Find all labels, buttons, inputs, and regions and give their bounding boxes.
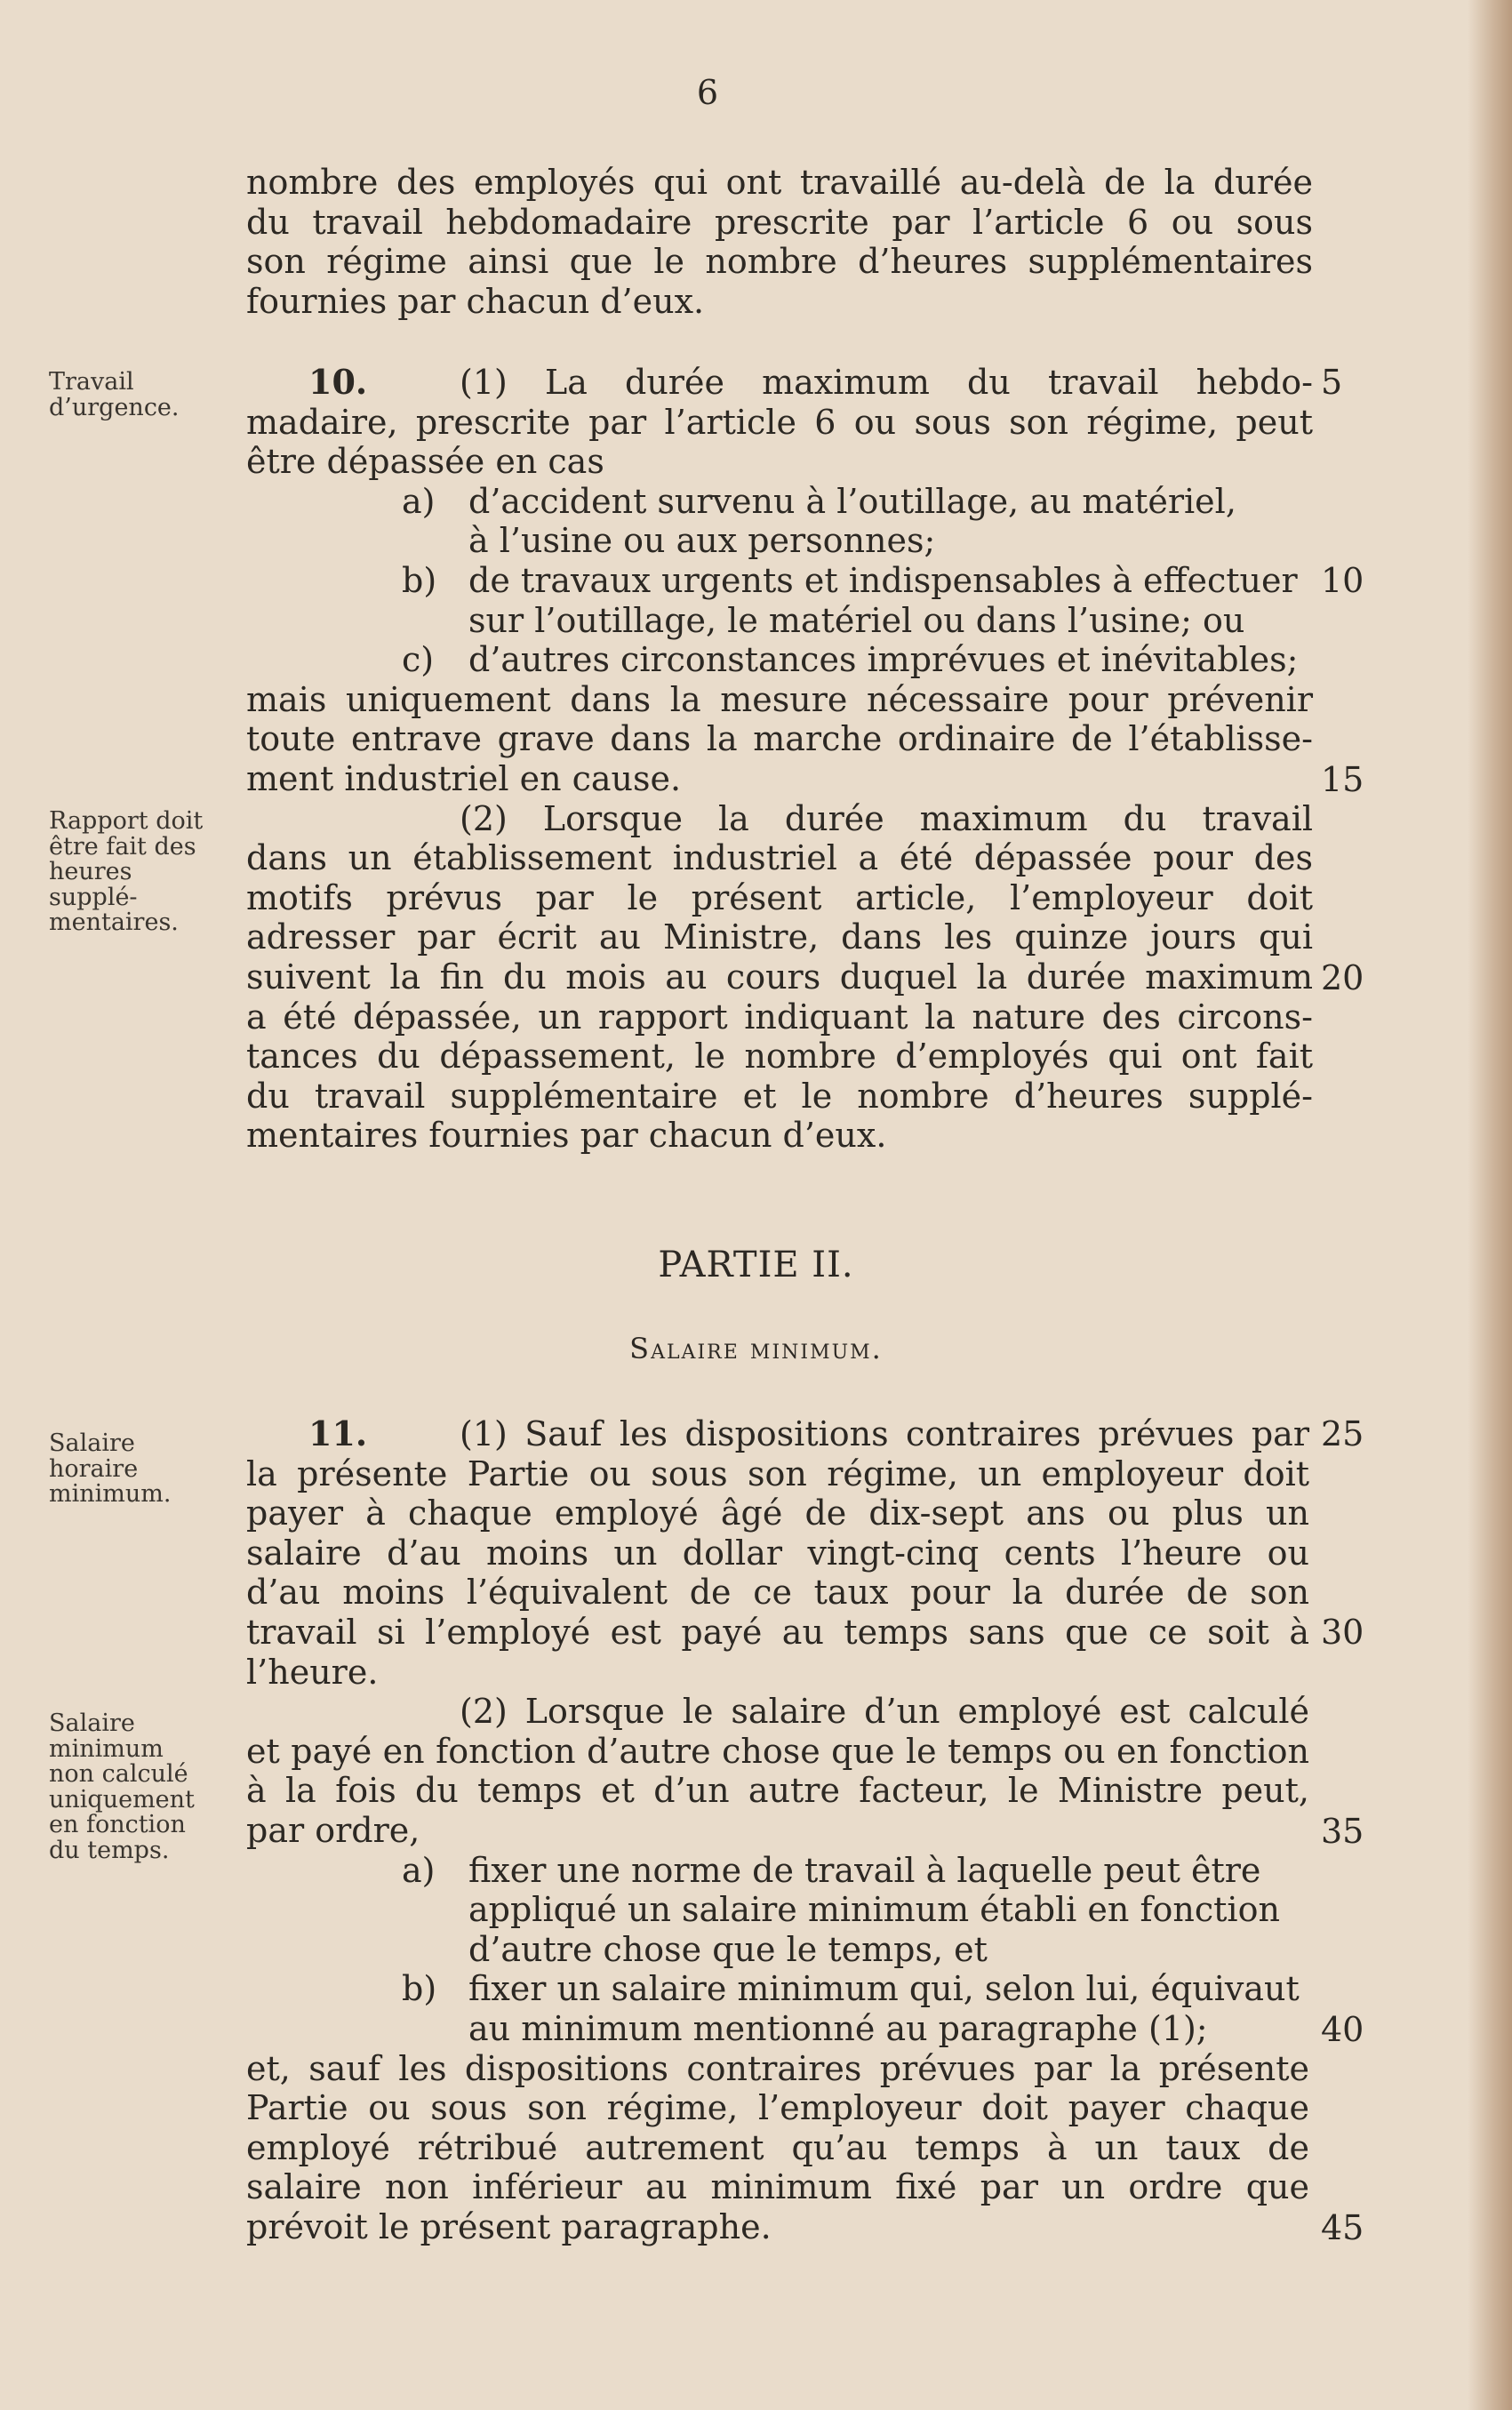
margin-note-rapport: Rapport doit être fait des heures supplé- mentaires. [49, 807, 204, 936]
text-line: du travail supplémentaire et le nombre d’heures supplé- [246, 1076, 1313, 1116]
text-line: employé rétribué autrement qu’au temps à un taux de [246, 2127, 1309, 2167]
text-line: suivent la fin du mois au cours duquel la durée maximum [246, 957, 1313, 997]
line-number-10: 10 [1321, 561, 1364, 600]
text-line: et, sauf les dispositions contraires prévues par la présente [246, 2048, 1309, 2088]
text-line: et payé en fonction d’autre chose que le temps ou en fonction [246, 1731, 1309, 1771]
text-line: motifs prévus par le présent article, l’employeur doit [246, 877, 1313, 917]
text-line: son régime ainsi que le nombre d’heures supplémentaires [246, 242, 1313, 282]
page-edge-shadow [1468, 0, 1512, 2410]
list-item-a [246, 482, 1313, 522]
item-text: d’accident survenu à l’outillage, au matériel, [468, 481, 1236, 521]
text-line: ment industriel en cause. [246, 758, 682, 798]
text-line: fournies par chacun d’eux. [246, 281, 705, 321]
margin-note-travail-urgence: Travail d’urgence. [49, 368, 180, 421]
item-text: d’autres circonstances imprévues et inévitables; [468, 640, 1299, 680]
line-number-25: 25 [1321, 1414, 1364, 1453]
text-line: l’heure. [246, 1652, 379, 1692]
text-line: être dépassée en cas [246, 442, 604, 482]
text-line: mais uniquement dans la mesure nécessaire pour prévenir [246, 679, 1313, 719]
text-line: d’autre chose que le temps, et [468, 1929, 988, 1969]
list-item-b [246, 561, 1313, 601]
intro-paragraph [246, 163, 1313, 321]
margin-note-salaire-non-temps: Salaire minimum non calculé uniquement en fonction du temps. [49, 1709, 195, 1864]
line-number-45: 45 [1321, 2208, 1364, 2247]
text-line: adresser par écrit au Ministre, dans les quinze jours qui [246, 917, 1313, 957]
item-text: fixer un salaire minimum qui, selon lui, équivaut [468, 1969, 1300, 2009]
item-letter: a) [402, 481, 436, 521]
text-line: du travail hebdomadaire prescrite par l’article 6 ou sous [246, 202, 1313, 242]
line-number-35: 35 [1321, 1812, 1364, 1851]
text-line: nombre des employés qui ont travaillé au-delà de la durée [246, 163, 1313, 202]
item-letter: b) [402, 560, 437, 600]
item-letter: b) [402, 1969, 437, 2009]
margin-note-salaire-horaire: Salaire horaire minimum. [49, 1429, 172, 1508]
text-line: (2) Lorsque la durée maximum du travail [460, 798, 1313, 838]
line-number-5: 5 [1321, 363, 1343, 402]
line-number-20: 20 [1321, 958, 1364, 997]
text-line: madaire, prescrite par l’article 6 ou sous son régime, peut [246, 402, 1313, 442]
text-line: a été dépassée, un rapport indiquant la nature des circons- [246, 997, 1313, 1037]
line-number-40: 40 [1321, 2010, 1364, 2049]
text-line: (2) Lorsque le salaire d’un employé est calculé [460, 1692, 1309, 1732]
text-line: au minimum mentionné au paragraphe (1); [468, 2008, 1208, 2048]
list-item-a [246, 1851, 1309, 1891]
text-line: (1) La durée maximum du travail hebdo- [460, 363, 1313, 402]
text-line: salaire d’au moins un dollar vingt-cinq cents l’heure ou [246, 1533, 1309, 1573]
part-subtitle: Salaire minimum. [629, 1332, 883, 1365]
page-number: 6 [696, 73, 719, 112]
text-line: sur l’outillage, le matériel ou dans l’usine; ou [468, 600, 1245, 640]
text-line: payer à chaque employé âgé de dix-sept ans ou plus un [246, 1493, 1309, 1533]
section-number: 10. [308, 362, 368, 402]
text-line: prévoit le présent paragraphe. [246, 2206, 772, 2246]
text-line: d’au moins l’équivalent de ce taux pour la durée de son [246, 1573, 1309, 1613]
item-letter: c) [402, 640, 435, 680]
item-text: de travaux urgents et indispensables à effectuer [468, 560, 1298, 600]
text-line: salaire non inférieur au minimum fixé par un ordre que [246, 2167, 1309, 2207]
text-line: à la fois du temps et d’un autre facteur, le Ministre peut, [246, 1771, 1309, 1811]
item-letter: a) [402, 1850, 436, 1890]
text-line: par ordre, [246, 1810, 420, 1850]
text-line: la présente Partie ou sous son régime, un employeur doit [246, 1453, 1309, 1493]
text-line: dans un établissement industriel a été dépassée pour des [246, 838, 1313, 878]
text-line: à l’usine ou aux personnes; [468, 521, 936, 561]
section-10 [246, 363, 1313, 1156]
list-item-c [246, 640, 1313, 680]
text-line: mentaires fournies par chacun d’eux. [246, 1116, 887, 1156]
text-line: tances du dépassement, le nombre d’employés qui ont fait [246, 1037, 1313, 1077]
text-line: Partie ou sous son régime, l’employeur doit payer chaque [246, 2088, 1309, 2128]
list-item-b [246, 1969, 1309, 2009]
text-line: (1) Sauf les dispositions contraires prévues par [460, 1414, 1309, 1453]
text-line: travail si l’employé est payé au temps sans que ce soit à [246, 1612, 1309, 1652]
text-line: appliqué un salaire minimum établi en fonction [468, 1890, 1280, 1930]
section-11 [246, 1414, 1309, 2246]
line-number-15: 15 [1321, 760, 1364, 799]
text-line: toute entrave grave dans la marche ordinaire de l’établisse- [246, 719, 1313, 759]
item-text: fixer une norme de travail à laquelle peut être [468, 1850, 1261, 1890]
line-number-30: 30 [1321, 1613, 1364, 1652]
section-number: 11. [308, 1413, 368, 1453]
part-title: PARTIE II. [658, 1245, 854, 1285]
